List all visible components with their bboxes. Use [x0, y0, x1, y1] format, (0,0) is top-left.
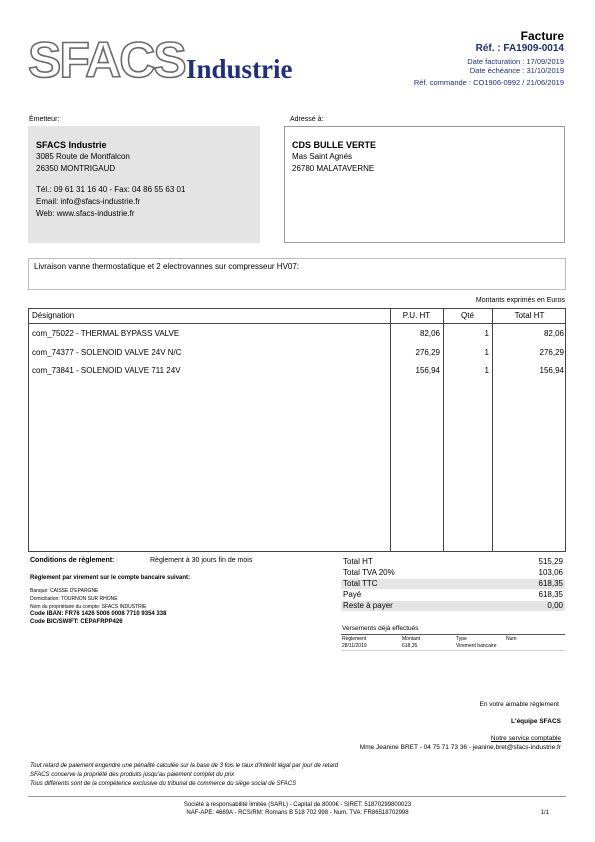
footer-registration: NAF-APE: 4669A - RCS/RM: Romans B 518 702 998 - Num. TVA: FR86518702998	[186, 810, 409, 816]
row-unit-price: 82,06	[419, 329, 440, 338]
payments-divider	[341, 650, 565, 651]
column-divider	[390, 309, 391, 551]
totals-value: 618,35	[538, 590, 563, 599]
recipient-label: Adressé à:	[290, 116, 324, 123]
row-quantity: 1	[484, 348, 489, 357]
row-total: 276,29	[539, 348, 564, 357]
recipient-address2: 26780 MALATAVERNE	[292, 164, 375, 173]
row-designation: com_75022 - THERMAL BYPASS VALVE	[32, 329, 180, 338]
order-reference: Réf. commande : CO1906-0992 / 21/06/2019	[413, 78, 564, 87]
totals-value: 0,00	[547, 601, 563, 610]
header-designation: Désignation	[32, 311, 75, 320]
legal-line-1: Tout retard de paiement engendre une pénalité calculée sur la base de 3 fois le taux d'intérêt légal par jour de retard	[30, 763, 339, 769]
row-total: 156,94	[539, 366, 564, 375]
payments-header: Règlement	[342, 636, 367, 642]
row-total: 82,06	[543, 329, 564, 338]
totals-row	[341, 590, 565, 600]
totals-row	[341, 579, 565, 589]
totals-label: Reste à payer	[343, 601, 393, 610]
row-unit-price: 276,29	[415, 348, 440, 357]
totals-label: Total HT	[343, 557, 373, 566]
payments-header: Type	[456, 636, 467, 642]
accounting-service: Notre service comptable	[490, 735, 561, 742]
bank-domiciliation: Domiciliation: TOURNON SUR RHONE	[30, 596, 118, 602]
payment-conditions-label: Conditions de règlement:	[30, 557, 115, 564]
totals-value: 618,35	[538, 579, 563, 588]
header-unit-price: P.U. HT	[402, 311, 431, 320]
emitter-address1: 3085 Route de Montfalcon	[36, 152, 130, 161]
totals-label: Total TVA 20%	[343, 568, 395, 577]
table-header	[29, 309, 565, 324]
payments-divider	[341, 634, 565, 635]
page-number: 1/1	[540, 810, 549, 816]
footer-divider	[28, 796, 566, 797]
payments-cell: 618,35	[402, 643, 418, 649]
emitter-address2: 26350 MONTRIGAUD	[36, 164, 116, 173]
accounting-contact: Mme Jeanine BRET - 04 75 71 73 36 - jeanine.bret@sfacs-industrie.fr	[359, 744, 561, 751]
transfer-label: Règlement par virement sur le compte bancaire suivant:	[30, 575, 191, 581]
emitter-box	[28, 126, 260, 243]
row-unit-price: 156,94	[415, 366, 440, 375]
payments-header: Num	[506, 636, 517, 642]
emitter-label: Émetteur:	[29, 116, 60, 123]
payments-cell: Virement bancaire	[456, 643, 497, 649]
totals-label: Total TTC	[343, 579, 378, 588]
invoice-description: Livraison vanne thermostatique et 2 electrovannes sur compresseur HV07:	[28, 258, 566, 290]
column-divider	[492, 309, 493, 551]
bank-name: Banque: CAISSE D'EPARGNE	[30, 588, 99, 594]
emitter-email: Email: info@sfacs-industrie.fr	[36, 197, 141, 206]
closing-greeting: En votre aimable règlement	[479, 701, 559, 708]
invoice-reference: Réf. : FA1909-0014	[475, 43, 564, 54]
currency-note: Montants exprimés en Euros	[475, 297, 565, 304]
row-designation: com_73841 - SOLENOID VALVE 711 24V	[32, 366, 181, 375]
legal-line-3: Tous différents sont de la compétence exclusive du tribunal de commerce du siège social de SFACS	[30, 781, 297, 787]
closing-team: L'équipe SFACS	[511, 718, 561, 725]
header-total: Total HT	[514, 311, 545, 320]
payments-done-title: Versements déjà effectués	[342, 625, 419, 632]
totals-row	[341, 557, 565, 567]
bic: Code BIC/SWIFT: CEPAFRPP426	[30, 619, 123, 625]
payments-cell: 28/11/2019	[342, 643, 367, 649]
company-logo	[28, 32, 318, 88]
emitter-phone: Tél.: 09 61 31 16 40 - Fax: 04 86 55 63 01	[36, 185, 186, 194]
recipient-box	[284, 126, 565, 243]
totals-value: 515,29	[538, 557, 563, 566]
legal-line-2: SFACS conserve la propriété des produits jusqu'au paiement complet du prix	[30, 772, 235, 778]
emitter-name: SFACS Industrie	[36, 140, 107, 150]
payments-header: Montant	[402, 636, 421, 642]
logo-mark: SFACS	[28, 32, 185, 88]
row-quantity: 1	[484, 329, 489, 338]
footer-company-info: Société à responsabilité limitée (SARL) - Capital de 8000€ - SIRET: 51870299800023	[183, 802, 412, 808]
row-quantity: 1	[484, 366, 489, 375]
line-items-table	[28, 308, 566, 552]
logo-subtitle: Industrie	[186, 54, 293, 84]
totals-label: Payé	[343, 590, 362, 599]
emitter-web: Web: www.sfacs-industrie.fr	[36, 209, 135, 218]
document-title: Facture	[520, 29, 564, 43]
header-quantity: Qté	[461, 311, 474, 320]
iban: Code IBAN: FR76 1426 5006 0008 7710 9354 338	[30, 611, 167, 617]
totals-value: 103,06	[538, 568, 563, 577]
totals-row	[341, 568, 565, 578]
recipient-name: CDS BULLE VERTE	[292, 140, 377, 150]
row-designation: com_74377 - SOLENOID VALVE 24V N/C	[32, 348, 182, 357]
totals-row	[341, 601, 565, 611]
recipient-address1: Mas Saint Agnés	[292, 152, 353, 161]
column-divider	[443, 309, 444, 551]
invoice-date: Date facturation : 17/09/2019	[467, 57, 564, 66]
payment-conditions-value: Règlement à 30 jours fin de mois	[150, 557, 253, 564]
due-date: Date échéance : 31/10/2019	[469, 66, 564, 75]
account-owner: Nom du propriétaire du compte: SFACS INDUSTRIE	[30, 604, 147, 610]
